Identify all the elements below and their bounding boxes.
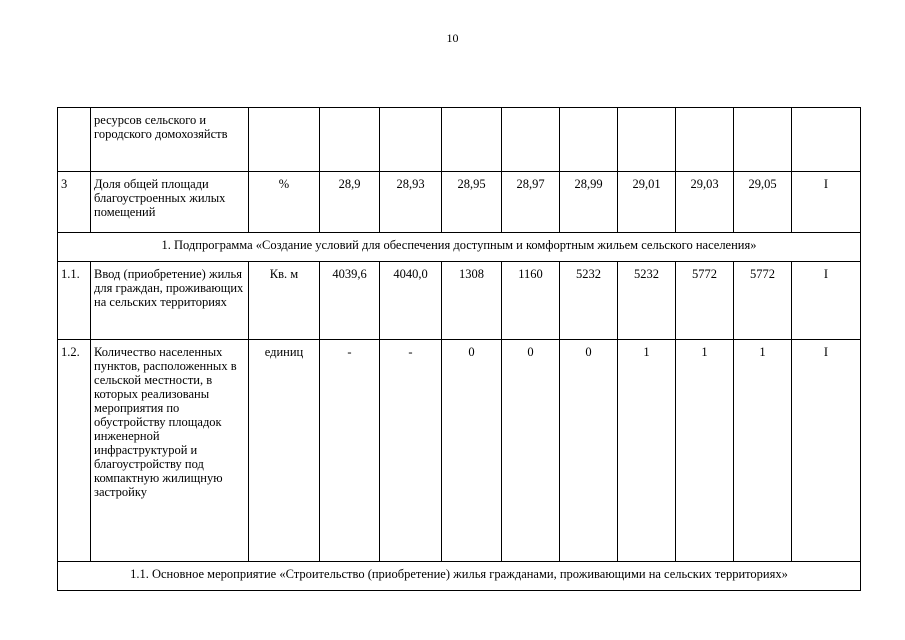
value-cell: 29,01 bbox=[618, 172, 676, 233]
value-cell: 28,99 bbox=[560, 172, 618, 233]
value-cell: 28,9 bbox=[320, 172, 380, 233]
value-cell bbox=[618, 108, 676, 172]
row-number: 3 bbox=[58, 172, 91, 233]
value-cell: 1308 bbox=[442, 262, 502, 340]
main-activity-title: 1.1. Основное мероприятие «Строительство (приобретение) жилья гражданами, проживающими на сельских территориях» bbox=[58, 562, 861, 591]
value-cell: 1 bbox=[618, 340, 676, 562]
value-cell: 0 bbox=[560, 340, 618, 562]
indicator-name: Количество населенных пунктов, расположенных в сельской местности, в которых реализованы мероприятия по обустройству площадок инженерной инфраструктурой и благоустройству под компактную жилищную застройку bbox=[91, 340, 249, 562]
subprogram-row bbox=[58, 233, 861, 262]
value-cell bbox=[380, 108, 442, 172]
unit-cell: единиц bbox=[249, 340, 320, 562]
value-cell: 29,05 bbox=[734, 172, 792, 233]
value-cell: - bbox=[320, 340, 380, 562]
value-cell bbox=[676, 108, 734, 172]
value-cell bbox=[442, 108, 502, 172]
value-cell: 0 bbox=[502, 340, 560, 562]
value-cell: 28,93 bbox=[380, 172, 442, 233]
value-cell bbox=[560, 108, 618, 172]
page-number: 10 bbox=[446, 31, 459, 45]
unit-cell: % bbox=[249, 172, 320, 233]
table-row-continuation bbox=[58, 108, 861, 172]
value-cell: 5772 bbox=[676, 262, 734, 340]
value-cell: - bbox=[380, 340, 442, 562]
value-cell: 1 bbox=[676, 340, 734, 562]
subprogram-title: 1. Подпрограмма «Создание условий для обеспечения доступным и комфортным жильем сельского населения» bbox=[58, 233, 861, 262]
table-row-1-2 bbox=[58, 340, 861, 562]
indicator-name: Доля общей площади благоустроенных жилых помещений bbox=[91, 172, 249, 233]
value-cell: 1160 bbox=[502, 262, 560, 340]
value-cell: 28,97 bbox=[502, 172, 560, 233]
value-cell: I bbox=[792, 172, 861, 233]
row-number: 1.1. bbox=[58, 262, 91, 340]
value-cell bbox=[320, 108, 380, 172]
value-cell: 5232 bbox=[560, 262, 618, 340]
value-cell: I bbox=[792, 340, 861, 562]
value-cell bbox=[734, 108, 792, 172]
table-row-3 bbox=[58, 172, 861, 233]
indicator-name: ресурсов сельского и городского домохозяйств bbox=[91, 108, 249, 172]
unit-cell bbox=[249, 108, 320, 172]
indicators-table bbox=[57, 107, 861, 591]
value-cell bbox=[502, 108, 560, 172]
value-cell: 4039,6 bbox=[320, 262, 380, 340]
unit-cell: Кв. м bbox=[249, 262, 320, 340]
value-cell bbox=[792, 108, 861, 172]
row-number: 1.2. bbox=[58, 340, 91, 562]
main-activity-row bbox=[58, 562, 861, 591]
indicator-name: Ввод (приобретение) жилья для граждан, проживающих на сельских территориях bbox=[91, 262, 249, 340]
table-row-1-1 bbox=[58, 262, 861, 340]
value-cell: 0 bbox=[442, 340, 502, 562]
value-cell: 5232 bbox=[618, 262, 676, 340]
value-cell: 29,03 bbox=[676, 172, 734, 233]
row-number bbox=[58, 108, 91, 172]
value-cell: 1 bbox=[734, 340, 792, 562]
value-cell: 5772 bbox=[734, 262, 792, 340]
value-cell: 28,95 bbox=[442, 172, 502, 233]
value-cell: I bbox=[792, 262, 861, 340]
value-cell: 4040,0 bbox=[380, 262, 442, 340]
